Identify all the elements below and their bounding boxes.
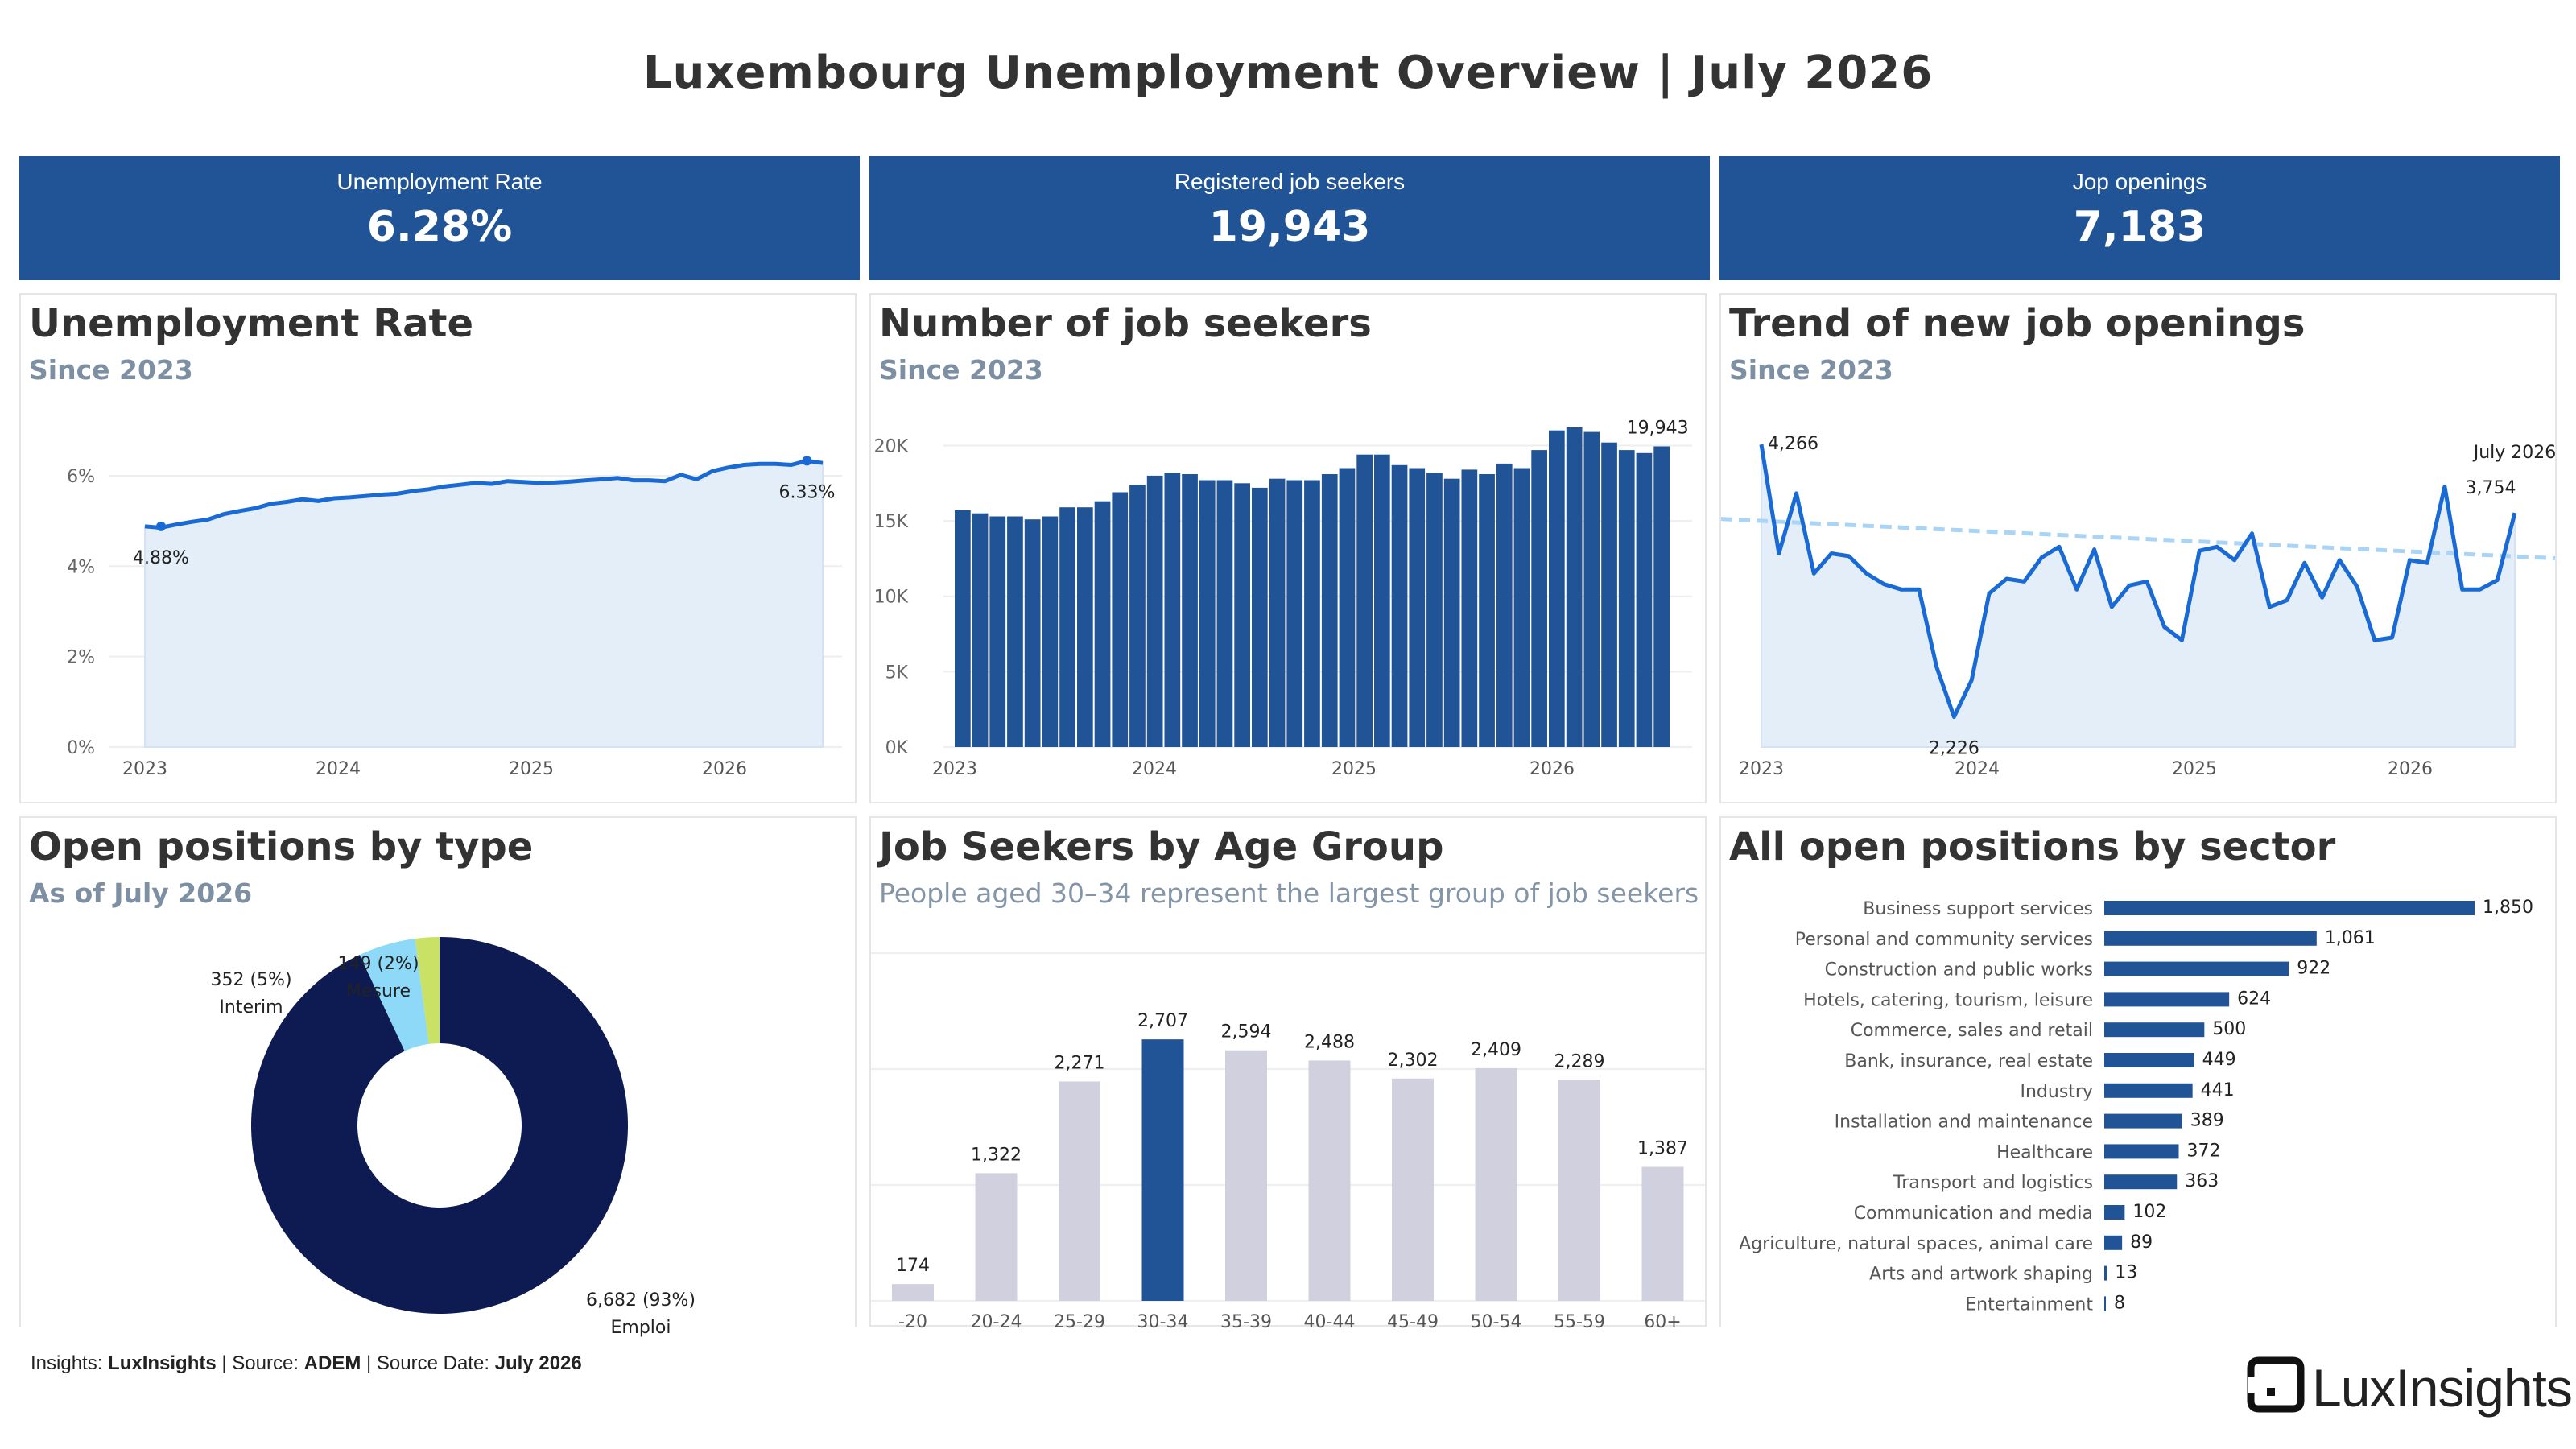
sector-data-label: 500 bbox=[2212, 1019, 2247, 1040]
sector-bar bbox=[2104, 1205, 2124, 1220]
y-tick-label: 0K bbox=[885, 738, 908, 758]
age-category-label: -20 bbox=[898, 1312, 927, 1332]
seekers-bar bbox=[1129, 485, 1146, 747]
sector-data-label: 1,850 bbox=[2483, 898, 2533, 918]
age-category-label: 55-59 bbox=[1554, 1312, 1605, 1332]
openings-data-label: 3,754 bbox=[2465, 478, 2516, 499]
kpi-value: 19,943 bbox=[1208, 203, 1371, 251]
age-category-label: 60+ bbox=[1644, 1312, 1682, 1332]
donut-name-label: Interim bbox=[219, 997, 283, 1018]
footer-date-label: | Source Date: bbox=[361, 1352, 495, 1374]
age-bar bbox=[892, 1284, 934, 1301]
sector-category-label: Personal and community services bbox=[1794, 929, 2093, 950]
openings-date-label: July 2026 bbox=[2473, 443, 2557, 464]
job-seekers-chart bbox=[871, 399, 1705, 802]
seekers-bar bbox=[1479, 474, 1495, 747]
x-tick-label: 2024 bbox=[1132, 759, 1177, 779]
panel-title: Open positions by type bbox=[29, 824, 534, 869]
seekers-bar bbox=[1269, 479, 1286, 747]
kpi-job-openings bbox=[1719, 156, 2560, 280]
x-tick-label: 2023 bbox=[1739, 759, 1784, 779]
kpi-label: Registered job seekers bbox=[1174, 169, 1406, 194]
unemployment-rate-chart bbox=[21, 399, 855, 802]
age-data-label: 174 bbox=[896, 1256, 930, 1277]
sector-bar bbox=[2104, 1053, 2194, 1067]
age-bar bbox=[1225, 1051, 1267, 1301]
y-tick-label: 15K bbox=[873, 512, 908, 533]
sector-bar bbox=[2104, 1114, 2182, 1129]
sector-bar bbox=[2104, 992, 2229, 1006]
sector-category-label: Industry bbox=[2020, 1081, 2093, 1102]
age-bar bbox=[1142, 1039, 1184, 1301]
sector-bar bbox=[2104, 1266, 2107, 1281]
seekers-bar bbox=[1025, 519, 1041, 747]
seekers-bar bbox=[1165, 473, 1181, 747]
footer-insights-value: LuxInsights bbox=[108, 1352, 217, 1374]
sector-category-label: Bank, insurance, real estate bbox=[1844, 1051, 2093, 1071]
age-bar bbox=[976, 1173, 1018, 1301]
panel-title: All open positions by sector bbox=[1729, 824, 2336, 869]
seekers-bar bbox=[1374, 455, 1390, 747]
openings-data-label: 4,266 bbox=[1768, 434, 1818, 455]
seekers-bar bbox=[1252, 488, 1268, 747]
panel-subtitle: As of July 2026 bbox=[29, 877, 253, 909]
age-category-label: 35-39 bbox=[1220, 1312, 1272, 1332]
seekers-bar bbox=[1182, 474, 1198, 747]
age-data-label: 2,289 bbox=[1554, 1051, 1605, 1072]
age-category-label: 30-34 bbox=[1137, 1312, 1189, 1332]
seekers-bar bbox=[1286, 481, 1302, 748]
age-data-label: 2,594 bbox=[1220, 1022, 1272, 1042]
seekers-bar bbox=[1619, 450, 1635, 747]
x-tick-label: 2023 bbox=[932, 759, 977, 779]
sector-bar bbox=[2104, 962, 2289, 976]
seekers-bar bbox=[1549, 431, 1565, 747]
age-data-label: 2,707 bbox=[1137, 1011, 1188, 1032]
sector-data-label: 372 bbox=[2186, 1141, 2221, 1162]
page-title: Luxembourg Unemployment Overview | July 2026 bbox=[642, 47, 1934, 99]
age-data-label: 2,409 bbox=[1471, 1039, 1521, 1060]
seekers-bar bbox=[1304, 481, 1320, 748]
logo-text: LuxInsights bbox=[2312, 1358, 2572, 1418]
kpi-unemployment-rate bbox=[19, 156, 860, 280]
panel-subtitle: Since 2023 bbox=[879, 354, 1043, 386]
job-openings-chart bbox=[1721, 399, 2555, 802]
footer-source-label: | Source: bbox=[216, 1352, 304, 1374]
seekers-bar bbox=[1653, 447, 1670, 748]
kpi-label: Unemployment Rate bbox=[336, 169, 543, 194]
footer-date-value: July 2026 bbox=[494, 1352, 582, 1374]
seekers-bar bbox=[1199, 481, 1216, 748]
panel-sector bbox=[1719, 816, 2557, 1327]
seekers-bar bbox=[1637, 453, 1653, 747]
age-bar bbox=[1309, 1060, 1351, 1301]
footer-source-value: ADEM bbox=[303, 1352, 361, 1374]
sector-bar bbox=[2104, 1236, 2122, 1250]
sector-data-label: 8 bbox=[2114, 1293, 2125, 1314]
panel-subtitle: Since 2023 bbox=[29, 354, 193, 386]
panel-title: Unemployment Rate bbox=[29, 301, 474, 346]
x-tick-label: 2026 bbox=[2388, 759, 2433, 779]
seekers-bar bbox=[1059, 507, 1075, 747]
rate-data-label: 4.88% bbox=[133, 547, 189, 568]
donut-value-label: 352 (5%) bbox=[210, 970, 292, 990]
panel-job-seekers bbox=[869, 293, 1707, 803]
age-data-label: 1,322 bbox=[971, 1145, 1022, 1166]
age-category-label: 25-29 bbox=[1054, 1312, 1105, 1332]
sector-bar bbox=[2104, 901, 2475, 915]
kpi-job-seekers bbox=[869, 156, 1710, 280]
logo-mark-icon bbox=[2248, 1356, 2304, 1415]
panel-subtitle: Since 2023 bbox=[1729, 354, 1893, 386]
sector-data-label: 389 bbox=[2190, 1110, 2224, 1131]
sector-bar bbox=[2104, 1084, 2193, 1098]
age-bar bbox=[1392, 1079, 1434, 1301]
seekers-data-label: 19,943 bbox=[1626, 418, 1689, 439]
x-tick-label: 2024 bbox=[1955, 759, 2000, 779]
sector-data-label: 102 bbox=[2132, 1202, 2167, 1222]
sector-data-label: 449 bbox=[2202, 1050, 2236, 1070]
y-tick-label: 4% bbox=[67, 557, 95, 578]
sector-category-label: Installation and maintenance bbox=[1834, 1112, 2093, 1133]
age-data-label: 2,271 bbox=[1054, 1053, 1105, 1074]
donut-value-label: 149 (2%) bbox=[337, 954, 419, 974]
seekers-bar bbox=[1356, 455, 1373, 747]
panel-job-openings bbox=[1719, 293, 2557, 803]
age-data-label: 1,387 bbox=[1637, 1138, 1688, 1159]
footer-source bbox=[31, 1352, 582, 1375]
age-bar bbox=[1642, 1167, 1684, 1301]
rate-data-label: 6.33% bbox=[778, 482, 836, 503]
seekers-bar bbox=[1531, 450, 1547, 747]
panel-age-group bbox=[869, 816, 1707, 1332]
age-bar bbox=[1476, 1068, 1517, 1301]
age-bar bbox=[1059, 1081, 1100, 1301]
age-category-label: 50-54 bbox=[1470, 1312, 1522, 1332]
y-tick-label: 6% bbox=[67, 466, 95, 487]
x-tick-label: 2026 bbox=[1530, 759, 1575, 779]
x-tick-label: 2025 bbox=[1331, 759, 1377, 779]
y-tick-label: 0% bbox=[67, 738, 95, 758]
sector-chart bbox=[1721, 874, 2555, 1325]
age-bar bbox=[1558, 1080, 1600, 1301]
age-group-chart bbox=[871, 923, 1705, 1332]
kpi-value: 6.28% bbox=[366, 203, 513, 251]
rate-point bbox=[802, 456, 811, 465]
seekers-bar bbox=[1601, 443, 1617, 747]
openings-data-label: 2,226 bbox=[1928, 738, 1979, 759]
sector-data-label: 89 bbox=[2130, 1232, 2153, 1253]
sector-category-label: Communication and media bbox=[1853, 1203, 2093, 1224]
seekers-bar bbox=[1234, 483, 1250, 747]
seekers-bar bbox=[1077, 507, 1093, 747]
rate-area bbox=[145, 460, 823, 747]
panel-title: Job Seekers by Age Group bbox=[879, 824, 1444, 869]
donut-name-label: Mesure bbox=[345, 981, 411, 1001]
y-tick-label: 20K bbox=[873, 436, 908, 457]
panel-title: Trend of new job openings bbox=[1729, 301, 2306, 346]
seekers-bar bbox=[1392, 465, 1408, 747]
seekers-bar bbox=[1042, 517, 1059, 748]
seekers-bar bbox=[1584, 432, 1600, 747]
seekers-bar bbox=[1147, 476, 1163, 747]
y-tick-label: 5K bbox=[885, 663, 908, 683]
y-tick-label: 10K bbox=[873, 587, 908, 608]
seekers-bar bbox=[1426, 473, 1443, 747]
seekers-bar bbox=[1496, 464, 1513, 747]
seekers-bar bbox=[1322, 474, 1338, 747]
sector-bar bbox=[2104, 1144, 2178, 1158]
seekers-bar bbox=[989, 517, 1005, 748]
panel-title: Number of job seekers bbox=[879, 301, 1372, 346]
age-category-label: 40-44 bbox=[1303, 1312, 1356, 1332]
footer-insights-label: Insights: bbox=[31, 1352, 109, 1374]
age-data-label: 2,488 bbox=[1304, 1032, 1355, 1053]
sector-bar bbox=[2104, 1022, 2204, 1037]
age-category-label: 45-49 bbox=[1387, 1312, 1439, 1332]
seekers-bar bbox=[1514, 469, 1530, 748]
sector-category-label: Agriculture, natural spaces, animal care bbox=[1739, 1233, 2093, 1254]
x-tick-label: 2025 bbox=[2172, 759, 2217, 779]
donut-name-label: Emploi bbox=[610, 1318, 671, 1338]
sector-data-label: 441 bbox=[2200, 1080, 2235, 1100]
seekers-bar bbox=[1409, 469, 1425, 748]
sector-category-label: Transport and logistics bbox=[1893, 1173, 2093, 1194]
sector-bar bbox=[2104, 1174, 2177, 1189]
sector-category-label: Healthcare bbox=[1996, 1142, 2093, 1163]
sector-data-label: 13 bbox=[2115, 1262, 2138, 1283]
x-tick-label: 2025 bbox=[509, 759, 554, 779]
seekers-bar bbox=[955, 510, 971, 747]
sector-bar bbox=[2104, 1296, 2106, 1311]
seekers-bar bbox=[972, 514, 989, 747]
y-tick-label: 2% bbox=[67, 647, 95, 668]
panel-subtitle: People aged 30–34 represent the largest group of job seekers bbox=[879, 877, 1699, 909]
seekers-bar bbox=[1340, 469, 1356, 748]
seekers-bar bbox=[1217, 481, 1233, 748]
sector-data-label: 363 bbox=[2185, 1171, 2219, 1192]
seekers-bar bbox=[1444, 479, 1460, 747]
sector-data-label: 922 bbox=[2297, 958, 2331, 979]
sector-category-label: Construction and public works bbox=[1824, 960, 2093, 980]
seekers-bar bbox=[1095, 502, 1111, 747]
kpi-value: 7,183 bbox=[2073, 203, 2207, 251]
seekers-bar bbox=[1112, 493, 1128, 748]
x-tick-label: 2023 bbox=[122, 759, 167, 779]
x-tick-label: 2024 bbox=[316, 759, 361, 779]
sector-data-label: 1,061 bbox=[2324, 927, 2376, 948]
x-tick-label: 2026 bbox=[702, 759, 747, 779]
seekers-bar bbox=[1567, 427, 1583, 747]
sector-bar bbox=[2104, 931, 2317, 946]
seekers-bar bbox=[1007, 517, 1023, 748]
brand-logo bbox=[2248, 1352, 2572, 1418]
sector-category-label: Commerce, sales and retail bbox=[1850, 1021, 2093, 1042]
sector-data-label: 624 bbox=[2237, 989, 2272, 1009]
panel-unemployment-rate bbox=[19, 293, 857, 803]
rate-point bbox=[156, 522, 166, 531]
sector-category-label: Entertainment bbox=[1965, 1294, 2093, 1315]
sector-category-label: Business support services bbox=[1863, 899, 2093, 919]
seekers-bar bbox=[1462, 469, 1478, 747]
panel-positions-by-type bbox=[19, 816, 857, 1338]
age-data-label: 2,302 bbox=[1387, 1050, 1439, 1071]
kpi-label: Jop openings bbox=[2072, 169, 2207, 194]
sector-category-label: Hotels, catering, tourism, leisure bbox=[1803, 990, 2093, 1011]
age-category-label: 20-24 bbox=[970, 1312, 1022, 1332]
sector-category-label: Arts and artwork shaping bbox=[1869, 1264, 2093, 1285]
positions-by-type-donut bbox=[21, 908, 855, 1338]
donut-value-label: 6,682 (93%) bbox=[585, 1290, 696, 1311]
